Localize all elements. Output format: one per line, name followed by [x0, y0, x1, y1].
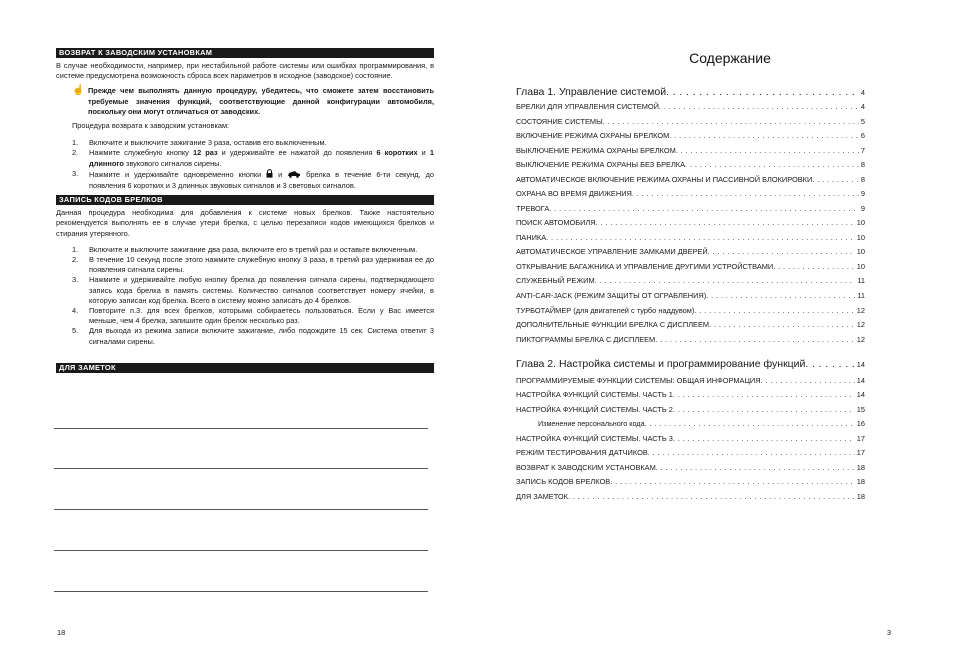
toc-entry[interactable]: [516, 117, 865, 126]
toc-entry-page: 6: [860, 131, 865, 140]
factory-reset-steps: [56, 138, 434, 191]
toc-entry-title: Глава 2. Настройка системы и программирование функций: [516, 358, 806, 370]
section-heading-notes: ДЛЯ ЗАМЕТОК: [56, 363, 434, 373]
toc-entry-title: ВЫКЛЮЧЕНИЕ РЕЖИМА ОХРАНЫ БЕЗ БРЕЛКА: [516, 160, 686, 169]
toc-entry-title: ТУРБОТАЙМЕР (для двигателей с турбо наддувом): [516, 306, 695, 315]
toc-leader-dots: [632, 189, 859, 198]
toc-entry-page: 9: [860, 204, 865, 213]
toc-entry-page: 12: [856, 335, 865, 344]
toc-entry-title: НАСТРОЙКА ФУНКЦИЙ СИСТЕМЫ. ЧАСТЬ 2: [516, 405, 673, 414]
toc-entry[interactable]: [516, 448, 865, 457]
toc-entry-title: ВОЗВРАТ К ЗАВОДСКИМ УСТАНОВКАМ: [516, 463, 656, 472]
list-item: 3. Нажмите и удерживайте любую кнопку брелка до появления сигнала сирены, подтверждающего запись кода брелка в память системы. Количество сигналов соответствует номеру ячейки, в которую записан код брелка. Всего в систему можно записать до 4 брелков.: [72, 275, 434, 305]
toc-entry-page: 7: [860, 146, 865, 155]
toc-entry-page: 18: [856, 477, 865, 486]
toc-entry[interactable]: [516, 131, 865, 140]
toc-entry-title: ТРЕВОГА: [516, 204, 550, 213]
warning-note-text: Прежде чем выполнять данную процедуру, убедитесь, что сможете затем восстановить требуемые значения функций, соответствующие данной конфигурации автомобиля, поскольку они могут отличаться от заводских.: [88, 86, 434, 116]
toc-entry[interactable]: [516, 276, 865, 285]
toc-leader-dots: [549, 204, 859, 213]
toc-leader-dots: [694, 306, 854, 315]
toc-leader-dots: [673, 390, 855, 399]
toc-entry-title: ДЛЯ ЗАМЕТОК: [516, 492, 568, 501]
toc-entry-title: ПОИСК АВТОМОБИЛЯ: [516, 218, 596, 227]
toc-entry-page: 17: [856, 434, 865, 443]
section-heading-factory-reset: ВОЗВРАТ К ЗАВОДСКИМ УСТАНОВКАМ: [56, 48, 434, 58]
toc-leader-dots: [805, 358, 854, 370]
toc-entry-page: 11: [857, 276, 865, 285]
toc-entry[interactable]: [516, 477, 865, 486]
toc-entry[interactable]: [516, 320, 865, 329]
toc-entry[interactable]: [516, 146, 865, 155]
toc-entry[interactable]: [516, 160, 865, 169]
note-line[interactable]: [54, 591, 428, 592]
toc-leader-dots: [595, 276, 856, 285]
toc-entry[interactable]: [516, 102, 865, 111]
toc-entry-page: 15: [856, 405, 865, 414]
toc-entry-page: 10: [856, 233, 865, 242]
toc-entry[interactable]: [516, 492, 865, 501]
list-item: 2. В течение 10 секунд после этого нажмите служебную кнопку 3 раза, в третий раз удерживая ее до появления сигнала сирены.: [72, 255, 434, 275]
notes-lines: [54, 428, 432, 598]
toc-entry[interactable]: [516, 291, 865, 300]
toc-entry-page: 14: [856, 360, 865, 369]
toc-entry-page: 18: [856, 492, 865, 501]
factory-reset-intro: В случае необходимости, например, при нестабильной работе системы или ошибках программирования, в системе предусмотрена возможность сброса всех параметров в исходное (заводское) состояние.: [56, 61, 434, 81]
list-item: 1. Включите и выключите зажигание два раза, включите его в третий раз и оставьте включенным.: [72, 244, 418, 254]
toc-entry[interactable]: [516, 390, 865, 399]
key-fob-steps: [56, 245, 434, 347]
toc-entry-title: СЛУЖЕБНЫЙ РЕЖИМ: [516, 276, 595, 285]
toc-entry-page: 9: [860, 189, 865, 198]
toc-entry-title: ANTI-CAR-JACK (РЕЖИМ ЗАЩИТЫ ОТ ОГРАБЛЕНИЯ): [516, 291, 707, 300]
section-heading-key-fob-codes: ЗАПИСЬ КОДОВ БРЕЛКОВ: [56, 195, 434, 205]
toc-entry-page: 11: [857, 291, 865, 300]
toc-entry-page: 18: [856, 463, 865, 472]
toc-entry-page: 4: [860, 88, 865, 97]
toc-leader-dots: [673, 405, 855, 414]
list-item: 2. Нажмите служебную кнопку 12 раз и удерживайте ее нажатой до появления 6 коротких и 1 длинного звукового сигналов сирены.: [72, 148, 434, 168]
toc-entry[interactable]: [516, 463, 865, 472]
toc-leader-dots: [648, 448, 855, 457]
toc-entry-title: ПРОГРАММИРУЕМЫЕ ФУНКЦИИ СИСТЕМЫ: ОБЩАЯ ИНФОРМАЦИЯ: [516, 376, 761, 385]
toc-entry-title: ДОПОЛНИТЕЛЬНЫЕ ФУНКЦИИ БРЕЛКА С ДИСПЛЕЕМ: [516, 320, 710, 329]
toc-entry[interactable]: [516, 233, 865, 242]
trunk-car-icon: [287, 170, 301, 181]
toc-entry[interactable]: [516, 175, 865, 184]
note-line[interactable]: [54, 428, 428, 429]
toc-entry-title: БРЕЛКИ ДЛЯ УПРАВЛЕНИЯ СИСТЕМОЙ: [516, 102, 659, 111]
note-line[interactable]: [54, 509, 428, 510]
toc-leader-dots: [645, 419, 855, 428]
toc-entry[interactable]: [516, 247, 865, 256]
key-fob-codes-intro: Данная процедура необходима для добавления к системе новых брелков. Также настоятельно рекомендуется выполнять ее в случае утери брелка, с целью перезаписи кодов имеющихся брелков и стирания утерянного.: [56, 208, 434, 238]
toc-leader-dots: [709, 320, 855, 329]
page-title: Содержание: [689, 50, 771, 66]
toc-entry-title: ПИКТОГРАММЫ БРЕЛКА С ДИСПЛЕЕМ: [516, 335, 656, 344]
warning-note: [72, 85, 434, 117]
toc-entry[interactable]: [516, 434, 865, 443]
toc-entry-page: 17: [856, 448, 865, 457]
toc-entry[interactable]: [516, 204, 865, 213]
toc-leader-dots: [656, 463, 855, 472]
toc-chapter[interactable]: [516, 358, 865, 370]
toc-entry[interactable]: [516, 335, 865, 344]
note-line[interactable]: [54, 550, 428, 551]
left-page: [56, 48, 434, 373]
toc-entry[interactable]: [516, 262, 865, 271]
toc-entry-title: ВЫКЛЮЧЕНИЕ РЕЖИМА ОХРАНЫ БРЕЛКОМ: [516, 146, 676, 155]
toc-entry-title: ВКЛЮЧЕНИЕ РЕЖИМА ОХРАНЫ БРЕЛКОМ: [516, 131, 670, 140]
toc-leader-dots: [673, 434, 855, 443]
toc-leader-dots: [603, 117, 859, 126]
toc-entry-page: 12: [856, 306, 865, 315]
toc-entry-page: 16: [856, 419, 865, 428]
toc-entry-title: ЗАПИСЬ КОДОВ БРЕЛКОВ: [516, 477, 611, 486]
toc-entry-title: Глава 1. Управление системой: [516, 86, 667, 98]
toc-leader-dots: [773, 262, 855, 271]
toc-entry-page: 4: [860, 102, 865, 111]
list-item: 1. Включите и выключите зажигание 3 раза, оставив его выключенным.: [72, 138, 327, 148]
toc-entry-title: ПАНИКА: [516, 233, 547, 242]
toc-entry[interactable]: [516, 218, 865, 227]
toc-entry-title: ОХРАНА ВО ВРЕМЯ ДВИЖЕНИЯ: [516, 189, 632, 198]
toc-entry-page: 14: [856, 390, 865, 399]
toc-leader-dots: [659, 102, 859, 111]
toc-entry-page: 10: [856, 262, 865, 271]
toc-leader-dots: [669, 131, 859, 140]
toc-leader-dots: [706, 291, 855, 300]
toc-leader-dots: [596, 218, 855, 227]
toc-entry[interactable]: [516, 376, 865, 385]
procedure-label: Процедура возврата к заводским установкам:: [72, 121, 230, 131]
toc-entry-title: АВТОМАТИЧЕСКОЕ ВКЛЮЧЕНИЕ РЕЖИМА ОХРАНЫ И ПАССИВНОЙ БЛОКИРОВКИ: [516, 175, 813, 184]
toc-entry-page: 14: [856, 376, 865, 385]
toc-chapter[interactable]: [516, 86, 865, 98]
toc-leader-dots: [676, 146, 859, 155]
toc-leader-dots: [812, 175, 859, 184]
toc-entry-title: СОСТОЯНИЕ СИСТЕМЫ: [516, 117, 603, 126]
toc-leader-dots: [761, 376, 855, 385]
toc-entry[interactable]: [516, 306, 865, 315]
list-item: 3. Нажмите и удерживайте одновременно кнопки и брелка в течение 6-ти секунд, до появления 6 коротких и 3 длинных звуковых сигналов и 3 световых сигналов.: [72, 168, 434, 191]
toc-entry-title: ОТКРЫВАНИЕ БАГАЖНИКА И УПРАВЛЕНИЕ ДРУГИМИ УСТРОЙСТВАМИ: [516, 262, 774, 271]
toc-entry[interactable]: [516, 189, 865, 198]
toc-entry-page: 12: [856, 320, 865, 329]
toc-leader-dots: [568, 492, 855, 501]
toc-entry-title: НАСТРОЙКА ФУНКЦИЙ СИСТЕМЫ. ЧАСТЬ 1: [516, 390, 673, 399]
toc-entry-page: 10: [856, 218, 865, 227]
toc-entry-page: 10: [856, 247, 865, 256]
toc-leader-dots: [610, 477, 855, 486]
toc-leader-dots: [546, 233, 855, 242]
toc-entry-page: 8: [860, 160, 865, 169]
toc-leader-dots: [685, 160, 859, 169]
toc-leader-dots: [655, 335, 855, 344]
toc-entry-title: АВТОМАТИЧЕСКОЕ УПРАВЛЕНИЕ ЗАМКАМИ ДВЕРЕЙ: [516, 247, 708, 256]
pointing-hand-icon: ☝: [72, 85, 85, 97]
toc-entry-page: 5: [860, 117, 865, 126]
toc-entry-page: 8: [860, 175, 865, 184]
page-number-left: 18: [57, 628, 66, 637]
toc-leader-dots: [708, 247, 855, 256]
toc-entry-title: РЕЖИМ ТЕСТИРОВАНИЯ ДАТЧИКОВ: [516, 448, 648, 457]
note-line[interactable]: [54, 468, 428, 469]
toc-leader-dots: [666, 86, 859, 98]
toc-entry[interactable]: [516, 419, 865, 428]
toc-entry[interactable]: [516, 405, 865, 414]
toc-entry-title: Изменение персонального кода: [538, 419, 645, 428]
toc-entry-title: НАСТРОЙКА ФУНКЦИЙ СИСТЕМЫ. ЧАСТЬ 3: [516, 434, 673, 443]
list-item: 5. Для выхода из режима записи включите зажигание, либо подождите 15 сек. Система ответит 3 сигналами сирены.: [72, 326, 434, 346]
list-item: 4. Повторите п.3. для всех брелков, которыми собираетесь пользоваться. Если у Вас имеется меньше, чем 4 брелка, запишите один брелок несколько раз.: [72, 306, 434, 326]
page-number-right: 3: [887, 628, 892, 637]
